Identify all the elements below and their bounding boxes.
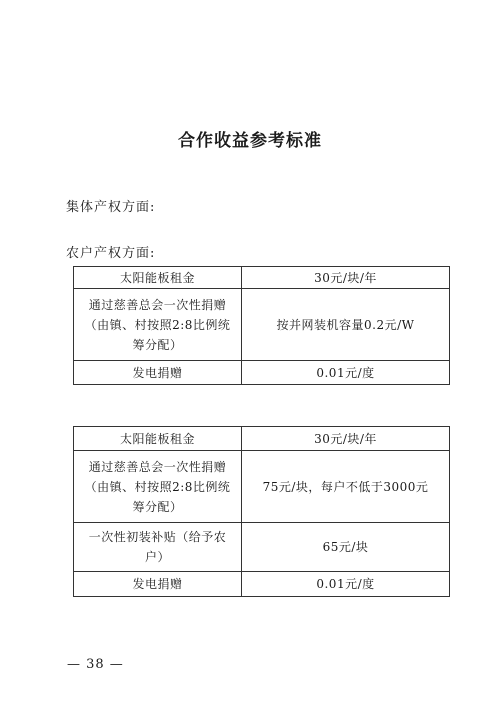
table-row — [74, 572, 450, 597]
table-cell-label — [74, 523, 242, 572]
table-row — [74, 267, 450, 289]
table-cell-label: 发电捐赠 — [74, 572, 242, 597]
label-line: 筹分配） — [132, 499, 183, 514]
label-line: （由镇、村按照2:8比例统 — [84, 479, 231, 494]
table-cell-value: 65元/块 — [242, 523, 450, 572]
table-cell-value: 75元/块，每户不低于3000元 — [242, 451, 450, 523]
table-cell-value: 0.01元/度 — [242, 572, 450, 597]
table-cell-label: 太阳能板租金 — [74, 427, 242, 451]
table-row — [74, 523, 450, 572]
table-row — [74, 361, 450, 385]
label-line: 筹分配） — [132, 337, 183, 352]
page-title: 合作收益参考标准 — [178, 131, 322, 151]
section-collective-heading: 集体产权方面: — [66, 200, 156, 215]
table-row — [74, 427, 450, 451]
label-line: 一次性初装补贴（给予农 — [88, 530, 227, 544]
label-line: （由镇、村按照2:8比例统 — [84, 317, 231, 332]
table-row — [74, 451, 450, 523]
revenue-table-1 — [73, 266, 450, 385]
label-line: 通过慈善总会一次性捐赠 — [88, 297, 227, 312]
table-cell-value: 0.01元/度 — [242, 361, 450, 385]
section-farmer-heading: 农户产权方面: — [66, 246, 156, 261]
label-line: 通过慈善总会一次性捐赠 — [88, 459, 227, 474]
revenue-table-2 — [73, 426, 450, 597]
page-number: — 38 — — [67, 657, 124, 672]
table-cell-label: 发电捐赠 — [74, 361, 242, 385]
table-cell-value: 按并网装机容量0.2元/W — [242, 289, 450, 361]
table-cell-value: 30元/块/年 — [242, 267, 450, 289]
label-line: 户） — [144, 550, 170, 564]
table-row — [74, 289, 450, 361]
table-cell-value: 30元/块/年 — [242, 427, 450, 451]
table-cell-label: 太阳能板租金 — [74, 267, 242, 289]
table-cell-label — [74, 451, 242, 523]
table-cell-label — [74, 289, 242, 361]
